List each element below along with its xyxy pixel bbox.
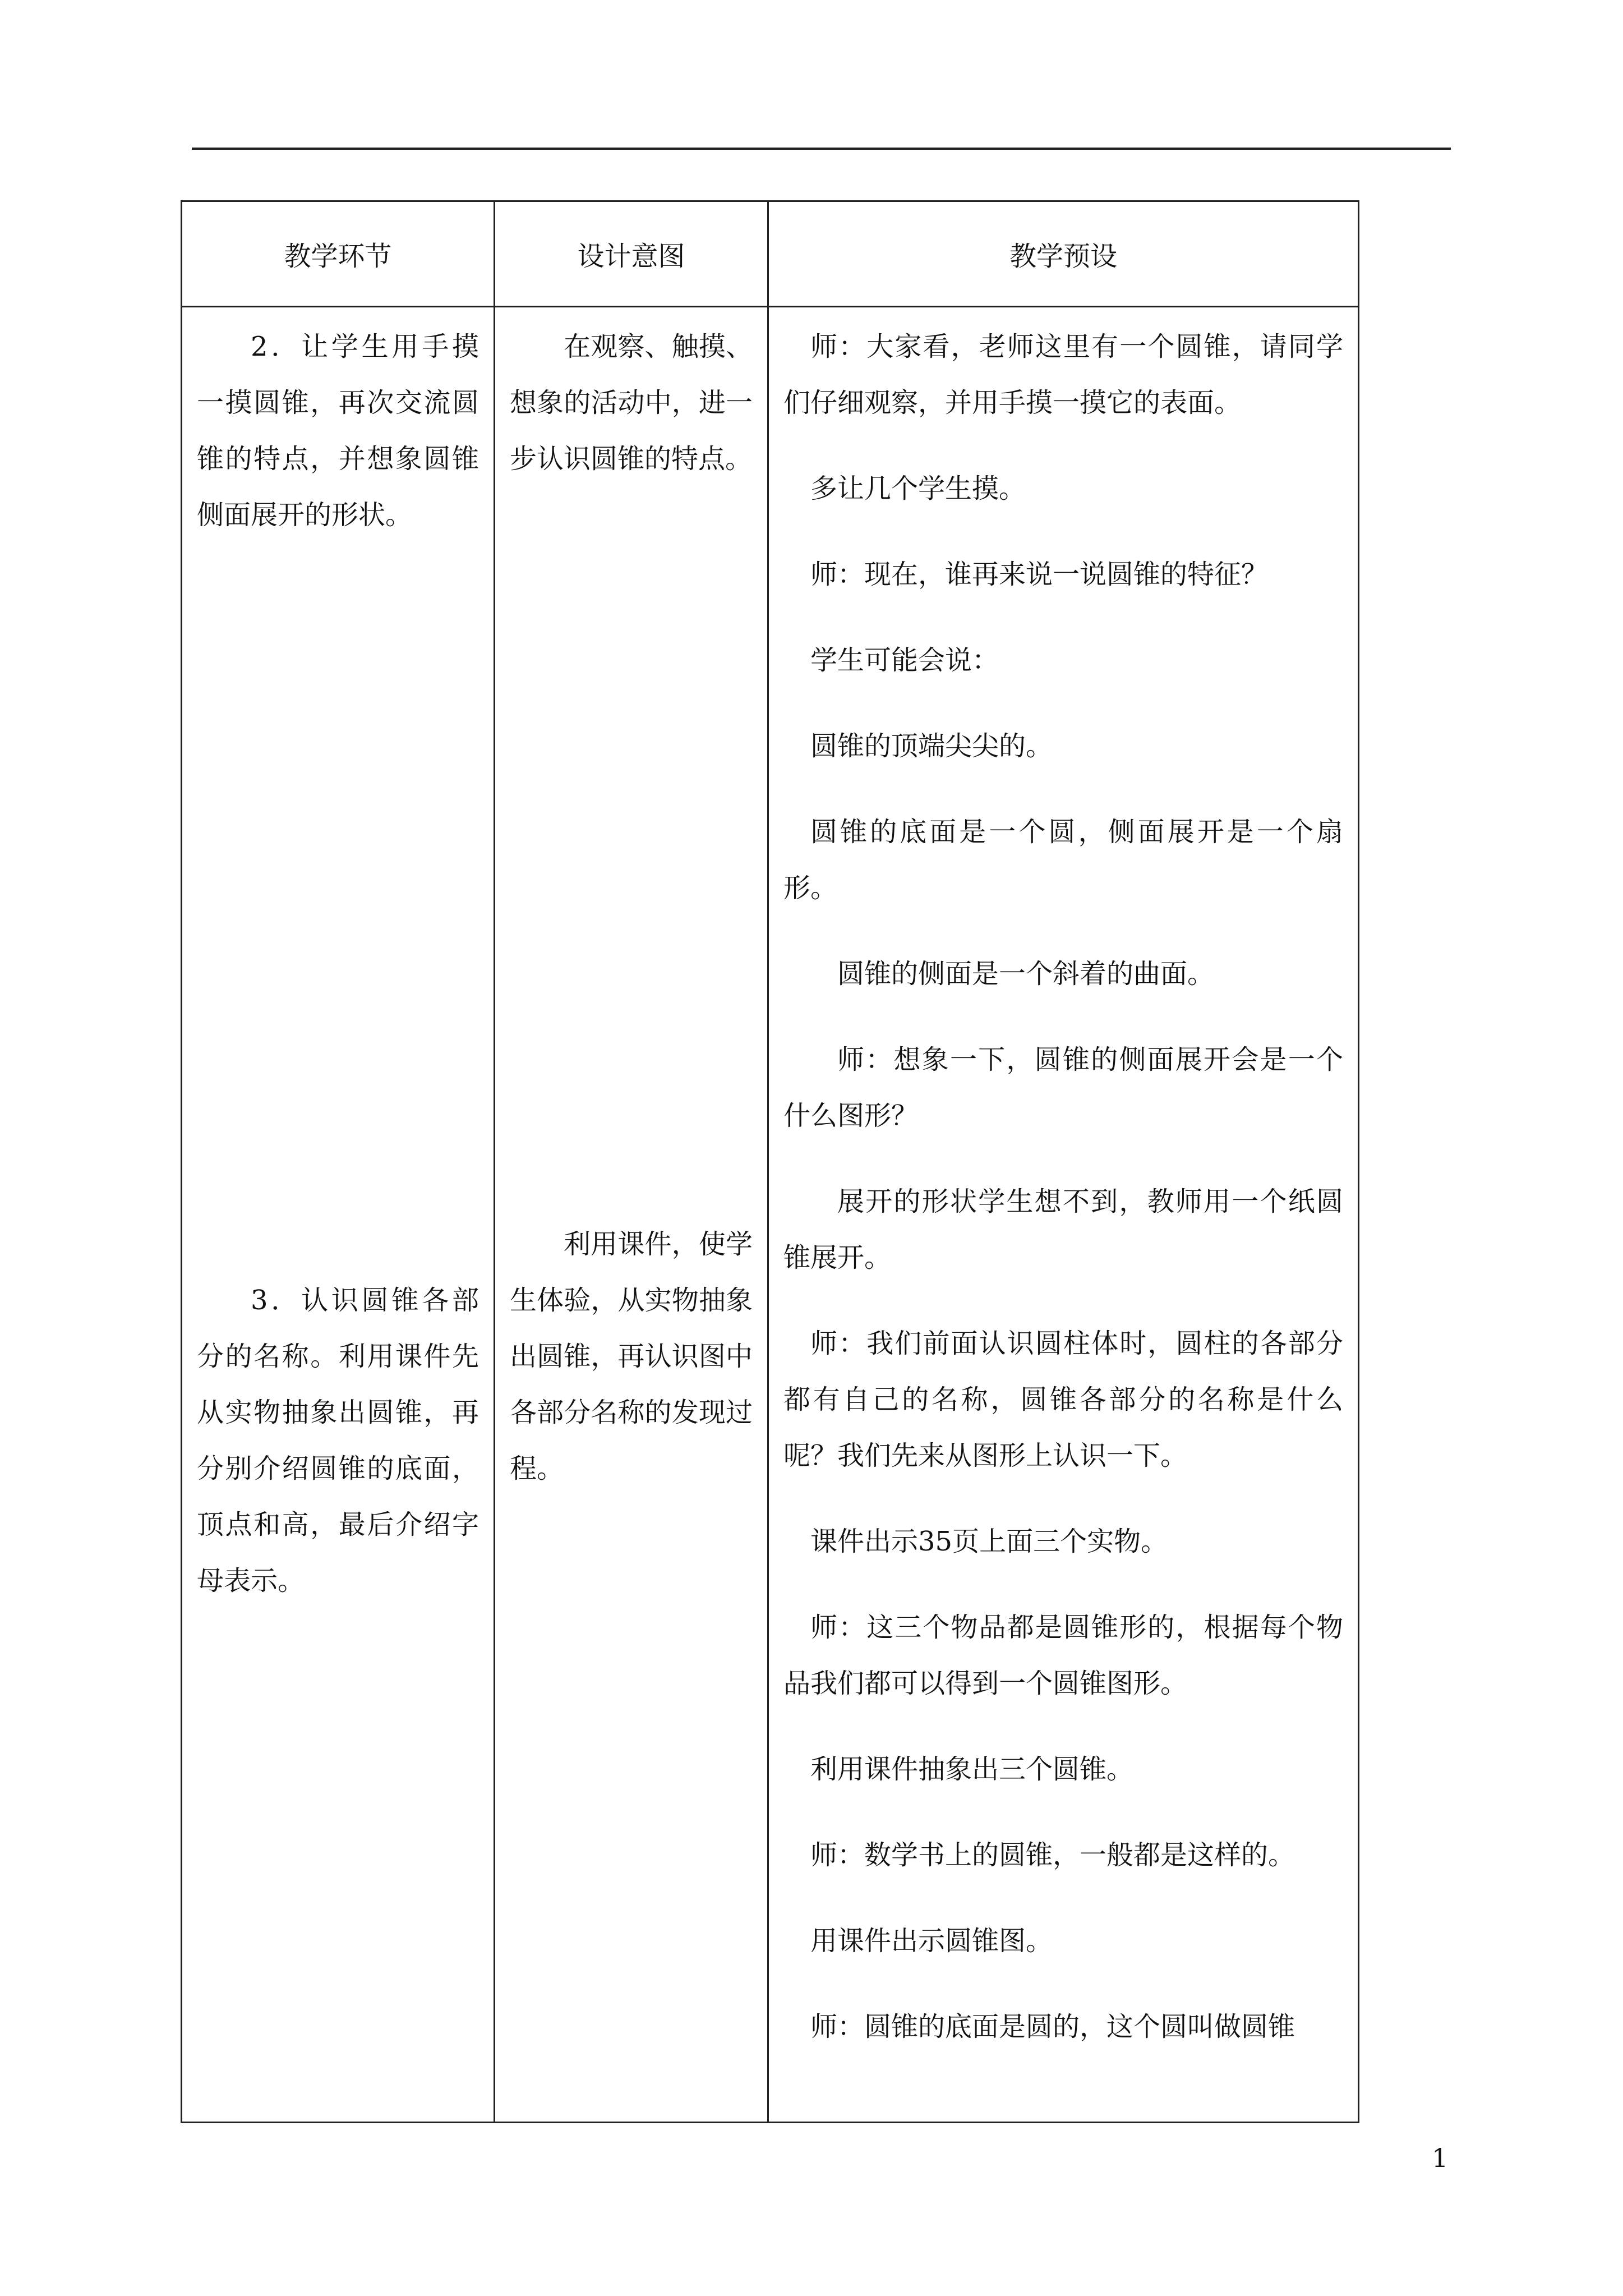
- preset-paragraph: 师：这三个物品都是圆锥形的，根据每个物品我们都可以得到一个圆锥图形。: [783, 1612, 1343, 1699]
- header-teaching-preset: 教学预设: [768, 201, 1359, 307]
- teaching-stage-cell: [182, 307, 495, 2123]
- table-row: [182, 307, 1359, 2123]
- teaching-preset-cell: [768, 307, 1359, 2123]
- preset-paragraph: 圆锥的底面是一个圆，侧面展开是一个扇形。: [783, 816, 1343, 904]
- stage-3-text: 3．认识圆锥各部分的名称。利用课件先从实物抽象出圆锥，再分别介绍圆锥的底面，顶点和高，最后介绍字母表示。: [197, 1285, 479, 1596]
- spacer: [197, 543, 479, 1272]
- header-teaching-stage: 教学环节: [182, 201, 495, 307]
- intent-2-text: 在观察、触摸、想象的活动中，进一步认识圆锥的特点。: [510, 331, 753, 475]
- preset-paragraph: 利用课件抽象出三个圆锥。: [810, 1754, 1134, 1785]
- intent-3-text: 利用课件，使学生体验，从实物抽象出圆锥，再认识图中各部分名称的发现过程。: [510, 1228, 753, 1484]
- table-header-row: [182, 201, 1359, 307]
- preset-paragraph: 学生可能会说：: [810, 645, 999, 676]
- preset-paragraph: 师：圆锥的底面是圆的，这个圆叫做圆锥: [810, 2011, 1295, 2042]
- lesson-plan-table: [181, 200, 1359, 2123]
- page-number: 1: [1432, 2143, 1449, 2173]
- stage-2-text: 2．让学生用手摸一摸圆锥，再次交流圆锥的特点，并想象圆锥侧面展开的形状。: [197, 331, 479, 531]
- header-design-intent: 设计意图: [495, 201, 768, 307]
- preset-paragraph: 师：大家看，老师这里有一个圆锥，请同学们仔细观察，并用手摸一摸它的表面。: [783, 331, 1343, 418]
- preset-paragraph: 课件出示35页上面三个实物。: [810, 1526, 1168, 1557]
- preset-paragraph: 师：现在，谁再来说一说圆锥的特征？: [810, 559, 1269, 590]
- preset-paragraph: 师：数学书上的圆锥，一般都是这样的。: [810, 1839, 1295, 1871]
- preset-paragraph: 展开的形状学生想不到，教师用一个纸圆锥展开。: [783, 1186, 1343, 1273]
- header-rule: [192, 148, 1451, 150]
- preset-paragraph: 师：想象一下，圆锥的侧面展开会是一个什么图形？: [783, 1044, 1343, 1131]
- preset-paragraph: 用课件出示圆锥图。: [810, 1925, 1053, 1957]
- preset-paragraph: 多让几个学生摸。: [810, 473, 1026, 504]
- design-intent-cell: [495, 307, 768, 2123]
- preset-paragraph: 圆锥的侧面是一个斜着的曲面。: [837, 958, 1215, 990]
- preset-paragraph: 师：我们前面认识圆柱体时，圆柱的各部分都有自己的名称，圆锥各部分的名称是什么呢？我们先来从图形上认识一下。: [783, 1328, 1343, 1471]
- spacer: [510, 487, 753, 1216]
- preset-paragraph: 圆锥的顶端尖尖的。: [810, 730, 1053, 762]
